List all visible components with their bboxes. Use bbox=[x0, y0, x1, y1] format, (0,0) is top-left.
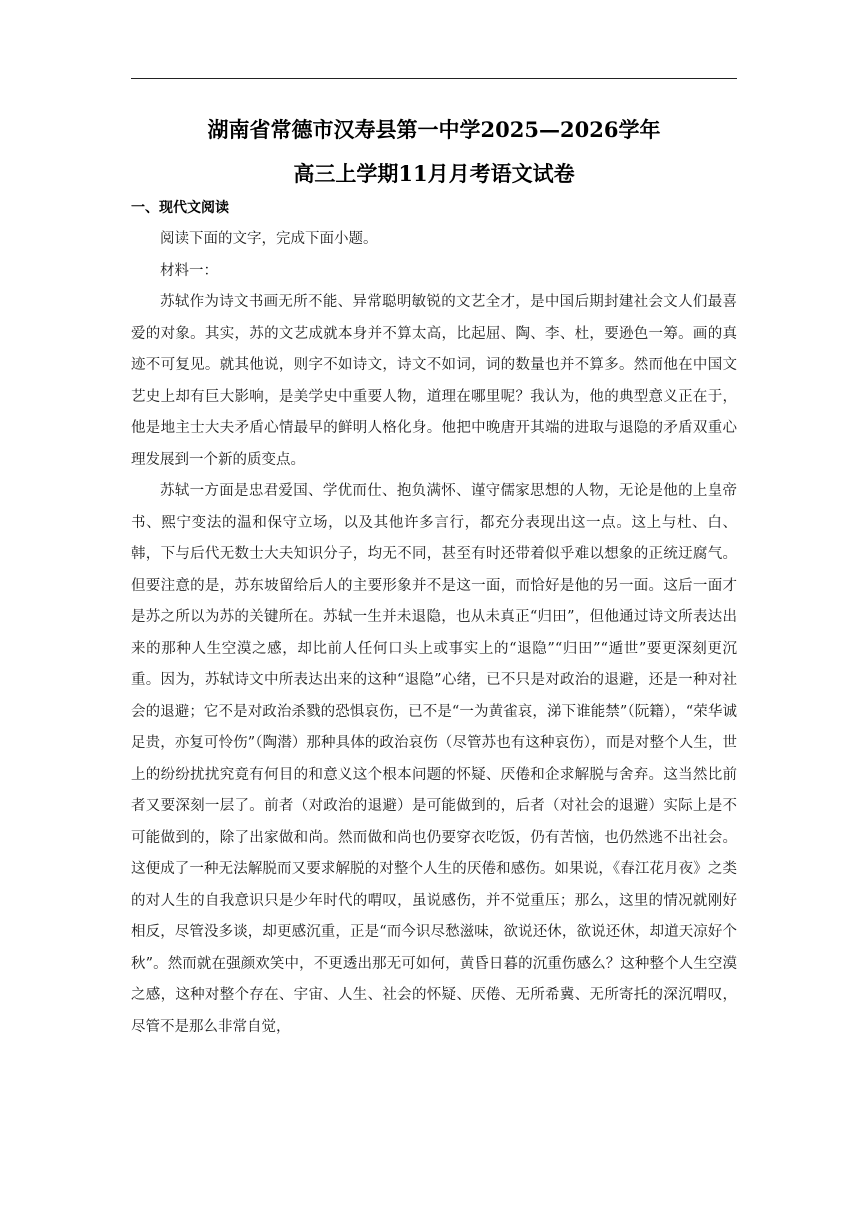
exam-title-line-1: 湖南省常德市汉寿县第一中学2025—2026学年 bbox=[207, 117, 661, 142]
instruction-paragraph: 阅读下面的文字，完成下面小题。 bbox=[160, 231, 378, 247]
section-heading: 一、现代文阅读 bbox=[131, 200, 229, 216]
material-label: 材料一： bbox=[160, 262, 218, 279]
body-paragraph: 苏轼作为诗文书画无所不能、异常聪明敏锐的文艺全才，是中国后期封建社会文人们最喜爱的对象。其实，苏的文艺成就本身并不算太高，比起屈、陶、李、杜，要逊色一筹。画的真迹不可复见。就其他说，则字不如诗文，诗文不如词，词的数量也并不算多。然而他在中国文艺史上却有巨大影响，是美学史中重要人物，道理在哪里呢？我认为，他的典型意义正在于，他是地主士大夫矛盾心情最早的鲜明人格化身。他把中晚唐开其端的进取与退隐的矛盾双重心理发展到一个新的质变点。 bbox=[131, 294, 737, 468]
header-rule bbox=[131, 78, 737, 79]
body-paragraph: 苏轼一方面是忠君爱国、学优而仕、抱负满怀、谨守儒家思想的人物，无论是他的上皇帝书、熙宁变法的温和保守立场，以及其他许多言行，都充分表现出这一点。这上与杜、白、韩，下与后代无数士大夫知识分子，均无不同，甚至有时还带着似乎难以想象的正统迂腐气。但要注意的是，苏东坡留给后人的主要形象并不是这一面，而恰好是他的另一面。这后一面才是苏之所以为苏的关键所在。苏轼一生并未退隐，也从未真正“归田”，但他通过诗文所表达出来的那种人生空漠之感，却比前人任何口头上或事实上的“退隐”“归田”“遁世”要更深刻更沉重。因为，苏轼诗文中所表达出来的这种“退隐”心绪，已不只是对政治的退避，还是一种对社会的退避；它不是对政治杀戮的恐惧哀伤，已不是“一为黄雀哀，涕下谁能禁”（阮籍），“荣华诚足贵，亦复可怜伤”（陶潜）那种具体的政治哀伤（尽管苏也有这种哀伤），而是对整个人生，世上的纷纷扰扰究竟有何目的和意义这个根本问题的怀疑、厌倦和企求解脱与舍弃。这当然比前者又要深刻一层了。前者（对政治的退避）是可能做到的，后者（对社会的退避）实际上是不可能做到的，除了出家做和尚。然而做和尚也仍要穿衣吃饭，仍有苦恼，也仍然逃不出社会。这便成了一种无法解脱而又要求解脱的对整个人生的厌倦和感伤。如果说，《春江花月夜》之类的对人生的自我意识只是少年时代的喟叹，虽说感伤，并不觉重压；那么，这里的情况就刚好相反，尽管没多谈，却更感沉重，正是“而今识尽愁滋味，欲说还休，欲说还休，却道天凉好个秋”。然而就在强颜欢笑中，不更透出那无可如何，黄昏日暮的沉重伤感么？这种整个人生空漠之感，这种对整个存在、宇宙、人生、社会的怀疑、厌倦、无所希冀、无所寄托的深沉喟叹，尽管不是那么非常自觉， bbox=[131, 483, 737, 1035]
exam-title-line-2: 高三上学期11月月考语文试卷 bbox=[293, 161, 575, 186]
reading-material bbox=[131, 224, 737, 1043]
